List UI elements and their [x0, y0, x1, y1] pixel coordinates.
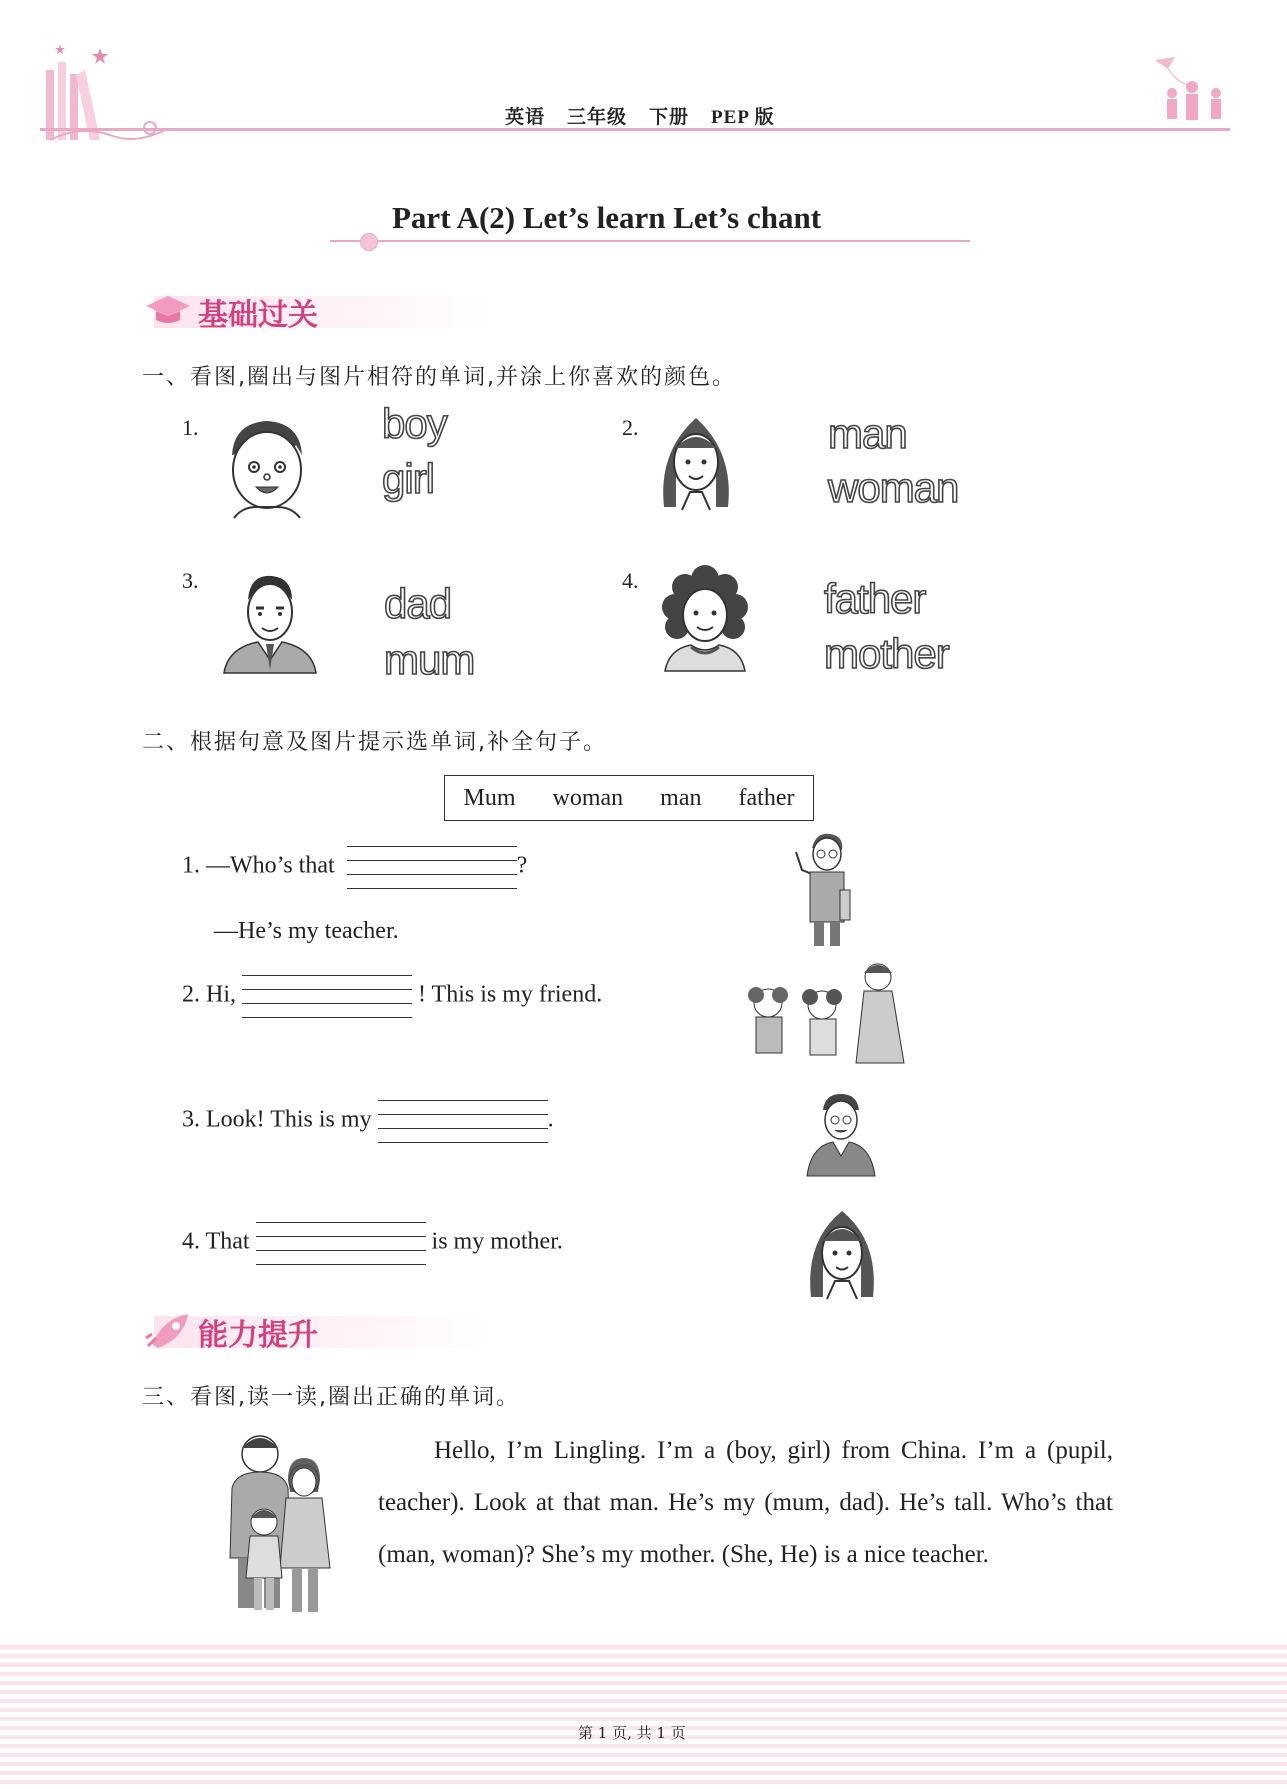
teacher-man-icon [790, 830, 860, 950]
man-face-icon [220, 570, 320, 675]
q2-heading: 二、根据句意及图片提示选单词,补全句子。 [142, 730, 607, 755]
word-man[interactable]: man [828, 410, 907, 457]
boy-face-icon [222, 415, 312, 520]
title-underline [330, 240, 970, 242]
wordbank-word: father [738, 784, 795, 811]
q1-heading: 一、看图,圈出与图片相符的单词,并涂上你喜欢的颜色。 [142, 365, 736, 390]
header-kids-kite-decoration [1150, 55, 1240, 130]
page-title: Part A(2) Let’s learn Let’s chant [392, 200, 822, 235]
q2-sentence-4: 4. That is my mother. [182, 1222, 563, 1264]
q1-item-3-number: 3. [182, 568, 199, 593]
word-woman[interactable]: woman [828, 464, 959, 511]
father-portrait-icon [805, 1090, 877, 1178]
q1-item-1-number: 1. [182, 415, 199, 440]
word-mother[interactable]: mother [824, 630, 949, 677]
title-dot [360, 233, 378, 251]
word-boy[interactable]: boy [382, 400, 447, 447]
q2-sentence-1-answer: —He’s my teacher. [214, 918, 399, 944]
wordbank-word: woman [552, 784, 624, 811]
footer-band [0, 1645, 1287, 1789]
q1-item-4-number: 4. [622, 568, 639, 593]
answer-blank-3[interactable] [378, 1100, 548, 1142]
section-badge-basic: 基础过关 [140, 288, 500, 332]
family-illustration-icon [218, 1428, 348, 1618]
word-dad[interactable]: dad [384, 580, 452, 627]
wordbank-word: man [660, 784, 702, 811]
word-bank [444, 775, 814, 821]
word-mum[interactable]: mum [384, 636, 475, 683]
children-and-mum-icon [738, 955, 918, 1065]
answer-blank-2[interactable] [242, 975, 412, 1017]
curly-woman-face-icon [655, 565, 755, 673]
rocket-icon [144, 1310, 192, 1350]
header-title: 英语 三年级 下册 PEP 版 [505, 106, 775, 128]
word-girl[interactable]: girl [382, 455, 435, 502]
wordbank-word: Mum [463, 784, 516, 811]
mother-portrait-icon [805, 1205, 879, 1301]
answer-blank-4[interactable] [256, 1222, 426, 1264]
section-badge-advanced: 能力提升 [140, 1308, 500, 1352]
page-number: 第 1 页, 共 1 页 [578, 1724, 686, 1742]
woman-face-icon [656, 412, 736, 512]
q1-item-2-number: 2. [622, 415, 639, 440]
q2-sentence-1: 1. —Who’s that ? [182, 846, 527, 888]
answer-blank-1[interactable] [347, 846, 517, 888]
q3-passage: Hello, I’m Lingling. I’m a (boy, girl) from China. I’m a (pupil, teacher). Look at that man. He’s my (mum, dad). He’s tall. Who’s that (man, woman)? She’s my mother. (She, He) is a nice teacher. [378, 1437, 1113, 1568]
graduation-cap-icon [144, 292, 192, 328]
q3-heading: 三、看图,读一读,圈出正确的单词。 [142, 1385, 520, 1410]
q2-sentence-2: 2. Hi, ! This is my friend. [182, 975, 602, 1017]
header-logo-decoration [40, 40, 170, 150]
word-father[interactable]: father [824, 575, 926, 622]
q2-sentence-3: 3. Look! This is my . [182, 1100, 554, 1142]
